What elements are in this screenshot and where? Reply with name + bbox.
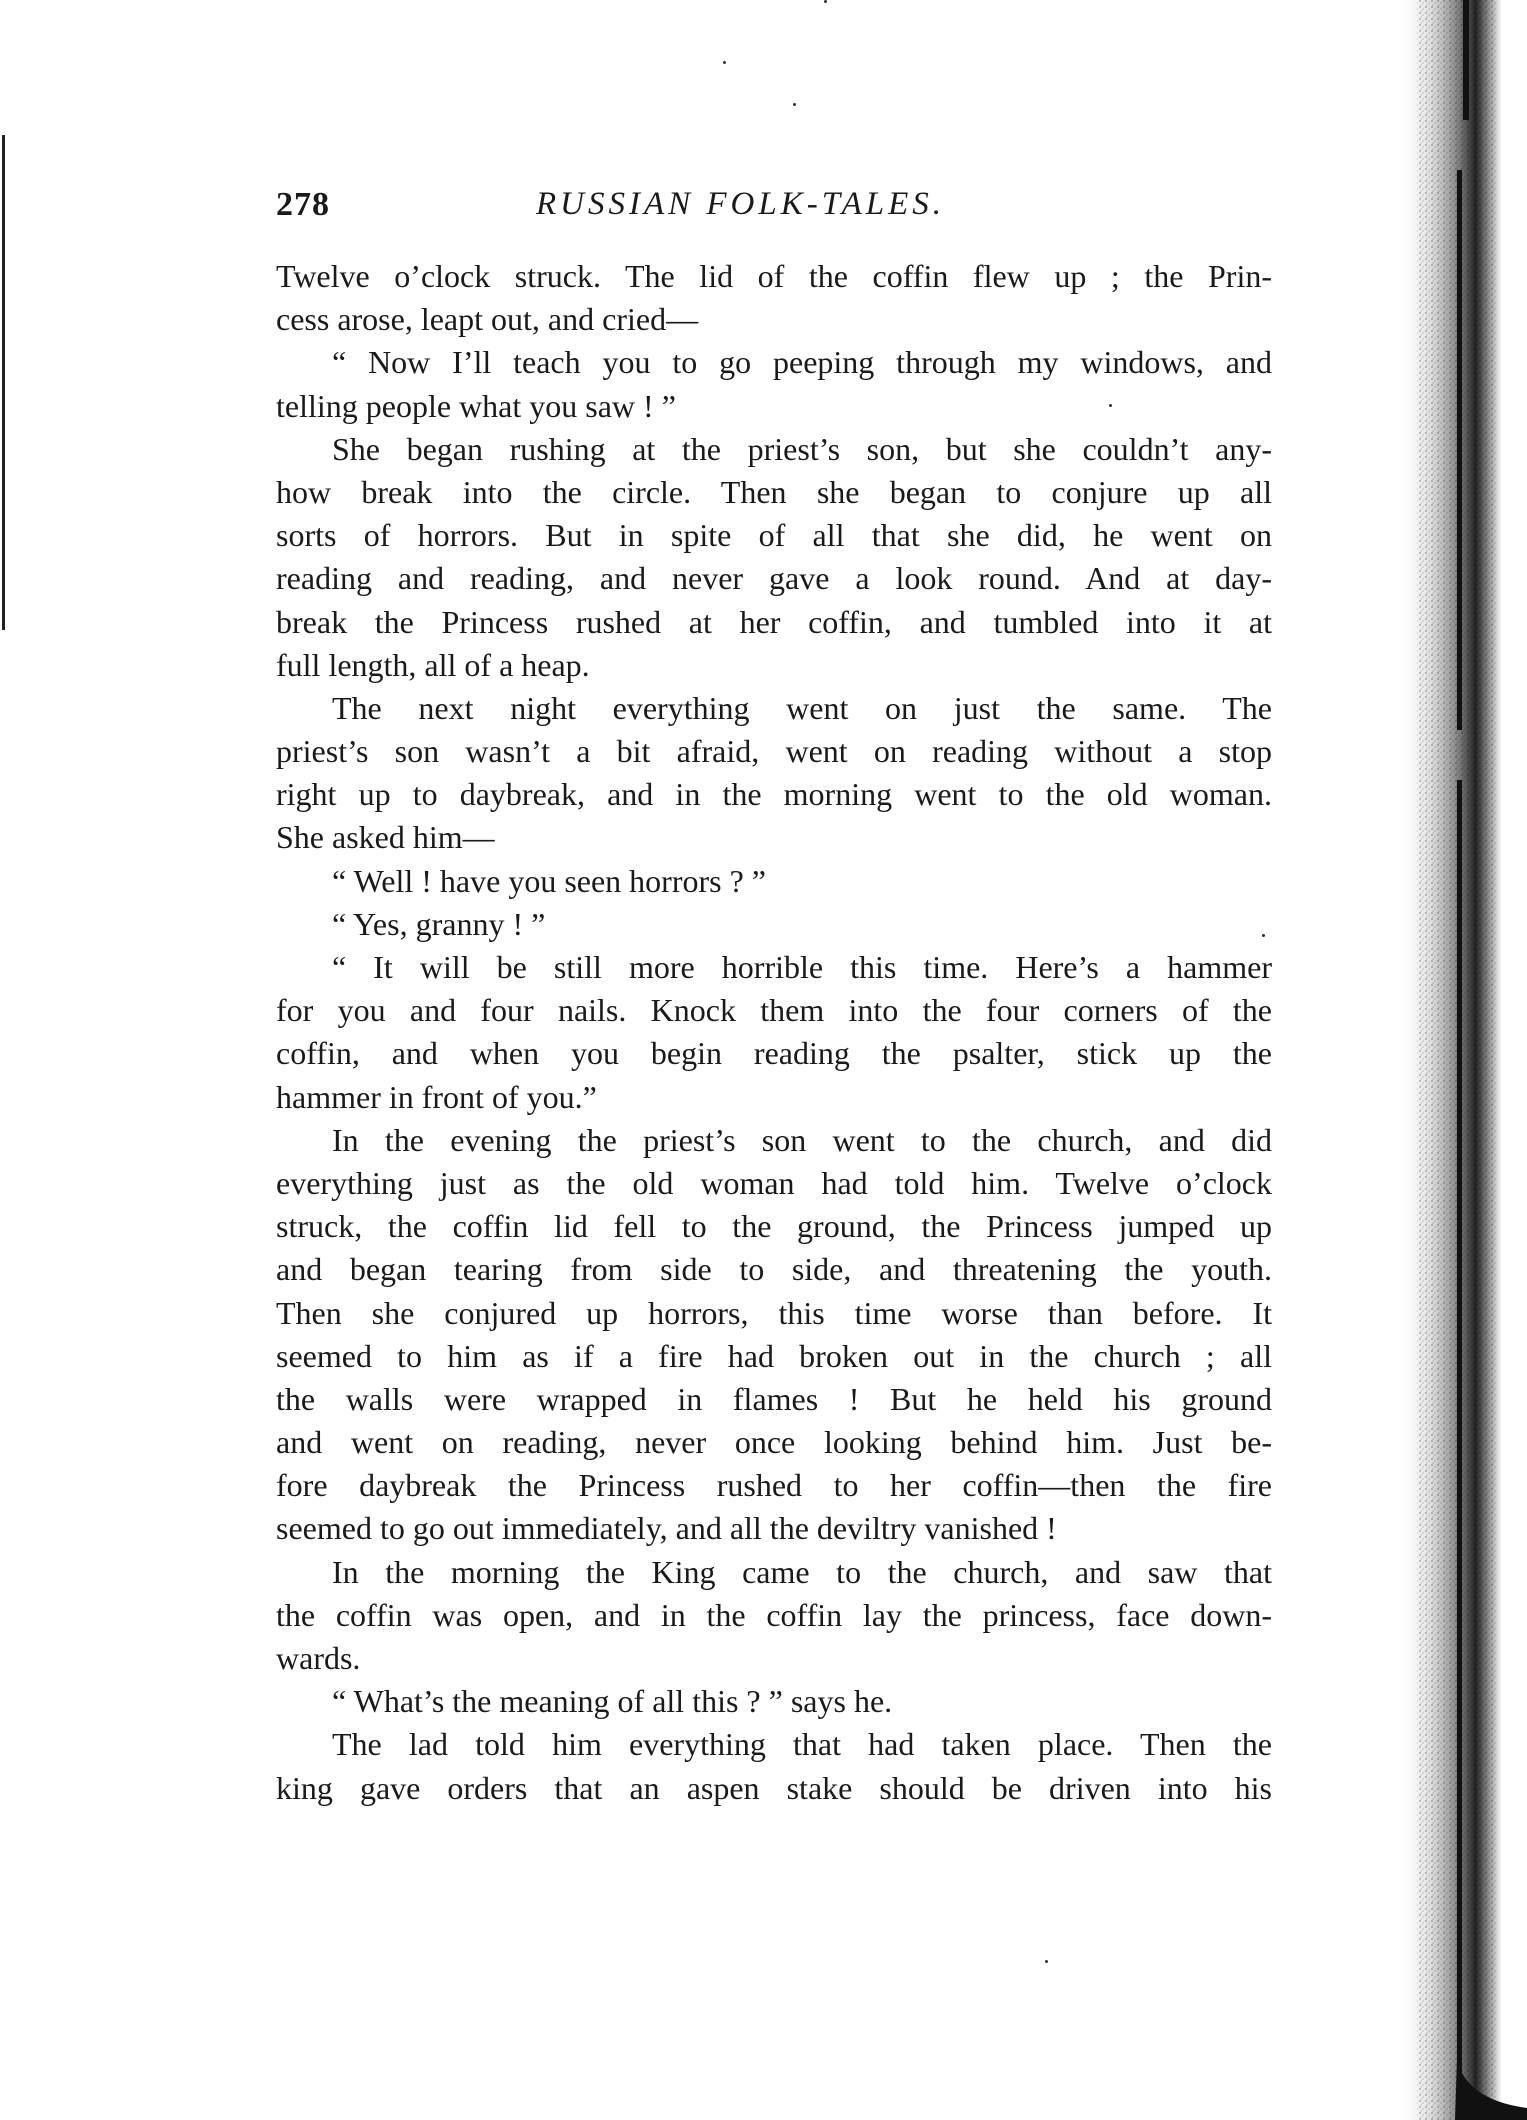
text-line: The lad told him everything that had taken place. Then the [332,1726,1272,1763]
text-line: cess arose, leapt out, and cried— [276,301,699,338]
body-text [276,255,1272,1810]
text-line: seemed to go out immediately, and all the deviltry vanished ! [276,1510,1057,1547]
text-line: and went on reading, never once looking behind him. Just be- [276,1424,1272,1461]
text-line: In the evening the priest’s son went to the church, and did [332,1121,1272,1158]
text-line: and began tearing from side to side, and threatening the youth. [276,1251,1272,1288]
text-line: priest’s son wasn’t a bit afraid, went on reading without a stop [276,733,1272,770]
paper-speck [793,103,796,106]
paper-speck [723,61,726,64]
text-line: wards. [276,1640,361,1676]
text-line: everything just as the old woman had told him. Twelve o’clock [276,1164,1272,1201]
text-line: “ Well ! have you seen horrors ? ” [332,862,766,899]
text-line: reading and reading, and never gave a look round. And at day- [276,560,1272,597]
running-title: RUSSIAN FOLK-TALES. [536,186,946,222]
left-margin-rule [2,135,5,630]
text-line: In the morning the King came to the church, and saw that [332,1553,1272,1590]
text-line: right up to daybreak, and in the morning went to the old woman. [276,776,1272,813]
text-line: full length, all of a heap. [276,646,590,683]
paper-speck [824,0,827,3]
text-line: struck, the coffin lid fell to the ground, the Princess jumped up [276,1208,1272,1245]
text-line: She asked him— [276,819,495,856]
paper-speck [1045,1960,1048,1963]
book-spine-shadow [1377,0,1527,2120]
text-line: fore daybreak the Princess rushed to her coffin—then the fire [276,1467,1272,1504]
text-line: She began rushing at the priest’s son, but she couldn’t any- [332,430,1272,467]
text-line: telling people what you saw ! ” [276,387,676,424]
text-line: “ Yes, granny ! ” [332,905,546,942]
page-number: 278 [276,186,330,223]
text-line: seemed to him as if a fire had broken out in the church ; all [276,1337,1272,1374]
text-line: the walls were wrapped in flames ! But he held his ground [276,1380,1272,1417]
text-line: sorts of horrors. But in spite of all that she did, he went on [276,517,1272,554]
page-header [276,186,1276,236]
text-line: break the Princess rushed at her coffin, and tumbled into it at [276,603,1272,640]
text-line: “ Now I’ll teach you to go peeping through my windows, and [332,344,1272,381]
text-line: the coffin was open, and in the coffin lay the princess, face down- [276,1596,1272,1633]
text-line: Then she conjured up horrors, this time worse than before. It [276,1294,1272,1331]
text-line: for you and four nails. Knock them into the four corners of the [276,992,1272,1029]
text-line: “ It will be still more horrible this time. Here’s a hammer [332,949,1272,985]
text-line: coffin, and when you begin reading the psalter, stick up the [276,1035,1272,1072]
text-line: “ What’s the meaning of all this ? ” says he. [332,1683,893,1720]
text-line: how break into the circle. Then she began to conjure up all [276,473,1272,510]
text-line: Twelve o’clock struck. The lid of the coffin flew up ; the Prin- [276,258,1272,294]
text-line: king gave orders that an aspen stake should be driven into his [276,1769,1272,1806]
text-line: hammer in front of you.” [276,1078,597,1115]
text-line: The next night everything went on just the same. The [332,689,1272,726]
